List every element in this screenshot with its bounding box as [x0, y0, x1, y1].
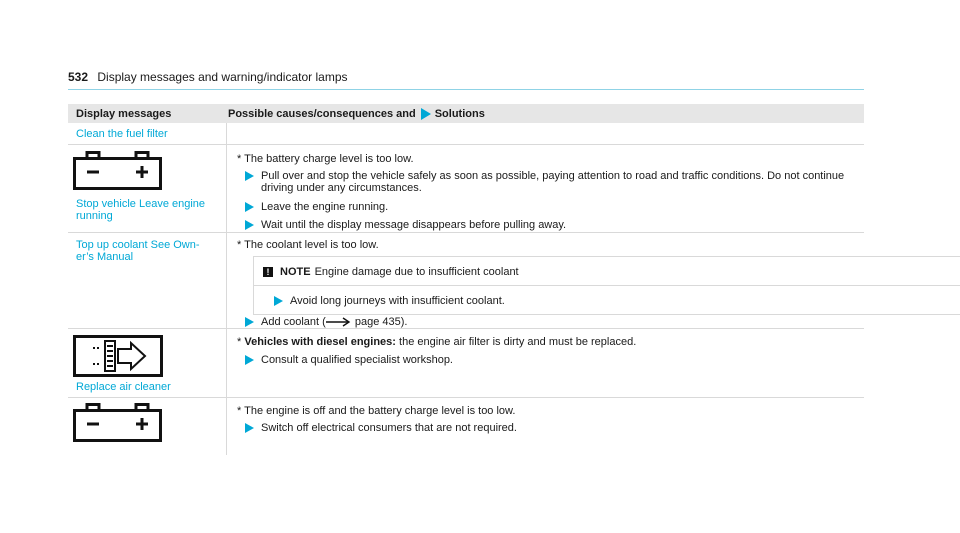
- solution-step: Add coolant ( page 435).: [261, 316, 408, 328]
- column-header-causes: Possible causes/consequences and Solutions: [228, 107, 485, 120]
- page-number: 532: [68, 70, 89, 84]
- messages-table: [68, 104, 864, 455]
- message-top-up-coolant: Top up coolant See Own-er’s Manual: [76, 239, 200, 263]
- solution-step: Consult a qualified specialist workshop.: [261, 354, 453, 366]
- note-label: NOTE: [280, 266, 311, 278]
- arrow-right-icon: [245, 220, 254, 230]
- warning-icon: !: [263, 267, 273, 277]
- section-title: Display messages and warning/indicator lamps: [97, 70, 348, 84]
- cause-text: * Vehicles with diesel engines: the engine air filter is dirty and must be replaced.: [237, 336, 637, 348]
- arrow-right-icon: [245, 317, 254, 327]
- note-box: [253, 256, 960, 286]
- cause-text: * The coolant level is too low.: [237, 239, 379, 251]
- battery-icon: [73, 151, 163, 191]
- table-header: [68, 104, 864, 123]
- table-row: [68, 329, 864, 398]
- message-replace-air-cleaner: Replace air cleaner: [76, 381, 171, 393]
- message-clean-fuel-filter: Clean the fuel filter: [76, 128, 168, 140]
- arrow-right-icon: [245, 171, 254, 181]
- column-header-display-messages: Display messages: [76, 107, 172, 120]
- solution-step: Leave the engine running.: [261, 201, 388, 213]
- note-step-box: [253, 285, 960, 315]
- air-filter-icon: [73, 335, 165, 377]
- solution-step: Wait until the display message disappears before pulling away.: [261, 219, 566, 231]
- table-row: [68, 145, 864, 233]
- table-row: [68, 233, 864, 329]
- arrow-right-icon: [274, 296, 283, 306]
- arrow-right-icon: [421, 108, 431, 120]
- note-text: Engine damage due to insufficient coolant: [314, 266, 519, 278]
- page-header: [68, 70, 348, 84]
- arrow-right-icon: [245, 423, 254, 433]
- page-reference-link[interactable]: page 435).: [354, 316, 408, 328]
- cause-text: * The engine is off and the battery charge level is too low.: [237, 405, 516, 417]
- message-stop-vehicle: Stop vehicle Leave engine running: [76, 198, 206, 222]
- header-rule: [68, 89, 864, 90]
- arrow-right-icon: [245, 355, 254, 365]
- cause-text: * The battery charge level is too low.: [237, 153, 414, 165]
- solution-step: Avoid long journeys with insufficient coolant.: [290, 295, 505, 307]
- table-row: [68, 123, 864, 145]
- solution-step: Pull over and stop the vehicle safely as soon as possible, paying attention to road and traffic conditions. Do not continue driving under any circumstances.: [261, 170, 851, 194]
- solution-step: Switch off electrical consumers that are not required.: [261, 422, 517, 434]
- battery-icon: [73, 403, 163, 443]
- table-row: [68, 398, 864, 455]
- page-link-arrow-icon: [326, 317, 352, 327]
- arrow-right-icon: [245, 202, 254, 212]
